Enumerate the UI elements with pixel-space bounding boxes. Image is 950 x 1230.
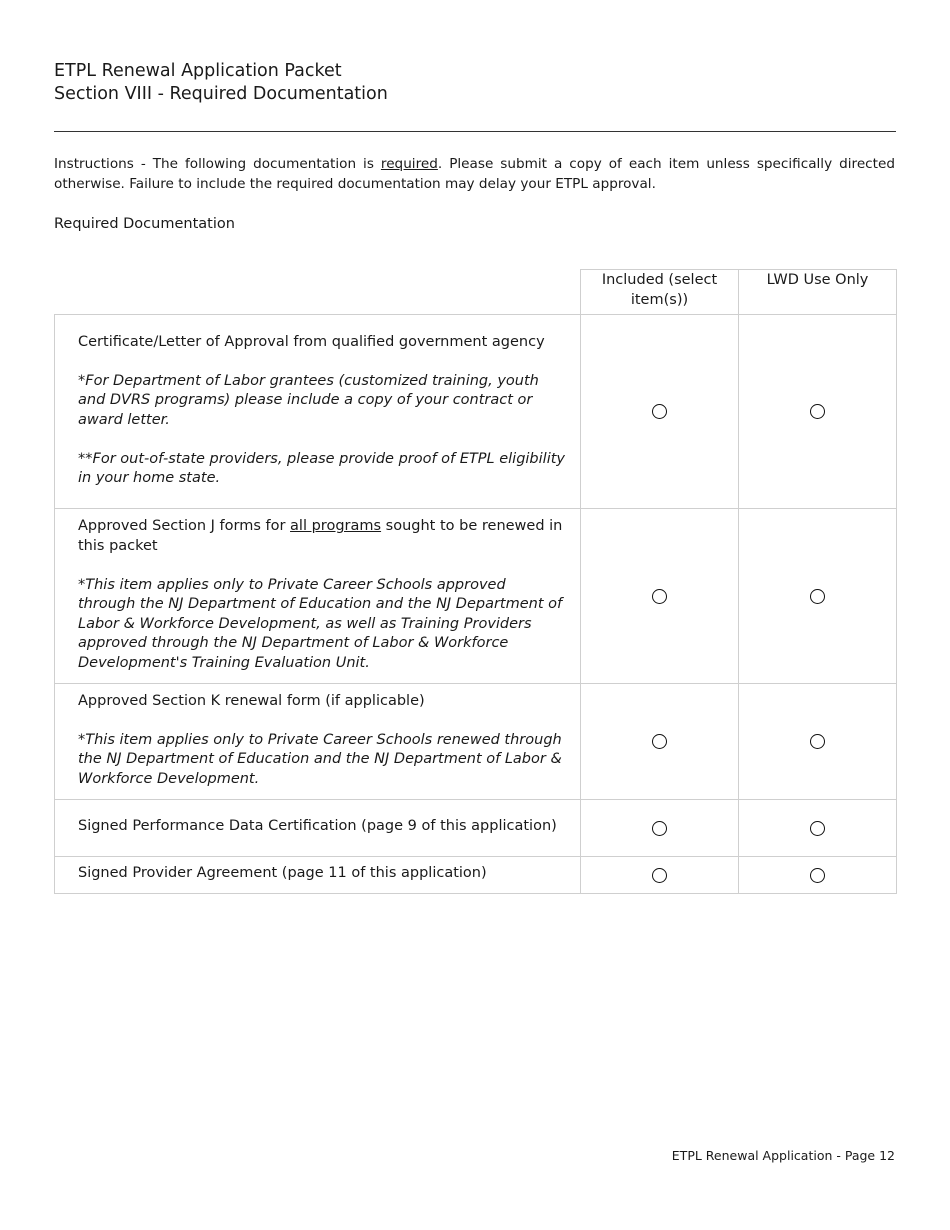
header-blank-cell <box>55 270 581 315</box>
lwd-cell <box>739 315 897 509</box>
lwd-cell <box>739 509 897 684</box>
lwd-use-only-radio[interactable] <box>810 821 825 836</box>
included-cell <box>581 800 739 857</box>
item-description <box>55 684 581 800</box>
lwd-cell <box>739 857 897 894</box>
section-title: Section VIII - Required Documentation <box>54 84 388 104</box>
included-radio[interactable] <box>652 404 667 419</box>
included-cell <box>581 315 739 509</box>
item-description <box>55 315 581 509</box>
item-description <box>55 509 581 684</box>
included-cell <box>581 684 739 800</box>
table-header-row <box>55 270 897 315</box>
included-radio[interactable] <box>652 734 667 749</box>
document-title: ETPL Renewal Application Packet <box>54 61 342 81</box>
item-note: **For out-of-state providers, please provide proof of ETPL eligibility in your home state. <box>78 450 565 486</box>
page-footer: ETPL Renewal Application - Page 12 <box>671 1148 895 1163</box>
lwd-use-only-radio[interactable] <box>810 404 825 419</box>
lwd-use-only-radio[interactable] <box>810 589 825 604</box>
included-cell <box>581 509 739 684</box>
item-title: Signed Performance Data Certification (page 9 of this application) <box>78 818 557 835</box>
item-title-text: sought to be renewed in this packet <box>78 518 563 554</box>
item-note: *For Department of Labor grantees (customized training, youth and DVRS programs) please include a copy of your contract or award letter. <box>78 372 539 428</box>
included-radio[interactable] <box>652 589 667 604</box>
lwd-use-only-radio[interactable] <box>810 734 825 749</box>
included-cell <box>581 857 739 894</box>
lwd-cell <box>739 684 897 800</box>
instructions-emphasis: required <box>380 156 438 172</box>
instructions-lead: Instructions - The following documentation is <box>54 156 381 172</box>
included-radio[interactable] <box>652 821 667 836</box>
table-row <box>55 800 897 857</box>
column-header-lwd-use-only: LWD Use Only <box>739 270 897 315</box>
lwd-use-only-radio[interactable] <box>810 868 825 883</box>
item-note: *This item applies only to Private Career Schools approved through the NJ Department of Education and the NJ Department of Labor & Workforce Development, as well as Training Providers approved through the NJ Department of Labor & Workforce Development's Training Evaluation Unit. <box>78 576 563 671</box>
included-radio[interactable] <box>652 868 667 883</box>
header-divider <box>54 131 896 132</box>
item-description <box>55 800 581 857</box>
table-row <box>55 315 897 509</box>
item-title: Signed Provider Agreement (page 11 of this application) <box>78 865 487 882</box>
item-title: Approved Section K renewal form (if applicable) <box>78 692 425 709</box>
required-documentation-heading: Required Documentation <box>54 216 235 232</box>
item-title-underlined: all programs <box>290 518 382 534</box>
required-documentation-table <box>54 269 897 894</box>
page-header <box>54 60 388 106</box>
table-row <box>55 684 897 800</box>
item-title <box>78 517 566 556</box>
item-description <box>55 857 581 894</box>
instructions-rest: . Please submit a copy of each item unless specifically directed otherwise. Failure to include the required documentation may delay your ETPL approval. <box>54 156 895 192</box>
item-note: *This item applies only to Private Career Schools renewed through the NJ Department of Education and the NJ Department of Labor & Workforce Development. <box>78 731 562 787</box>
instructions-paragraph <box>54 155 895 194</box>
column-header-included: Included (select item(s)) <box>581 270 739 315</box>
table-row <box>55 857 897 894</box>
item-title: Certificate/Letter of Approval from qualified government agency <box>78 333 545 350</box>
lwd-cell <box>739 800 897 857</box>
table-row <box>55 509 897 684</box>
item-title-text: Approved Section J forms for <box>78 518 291 534</box>
